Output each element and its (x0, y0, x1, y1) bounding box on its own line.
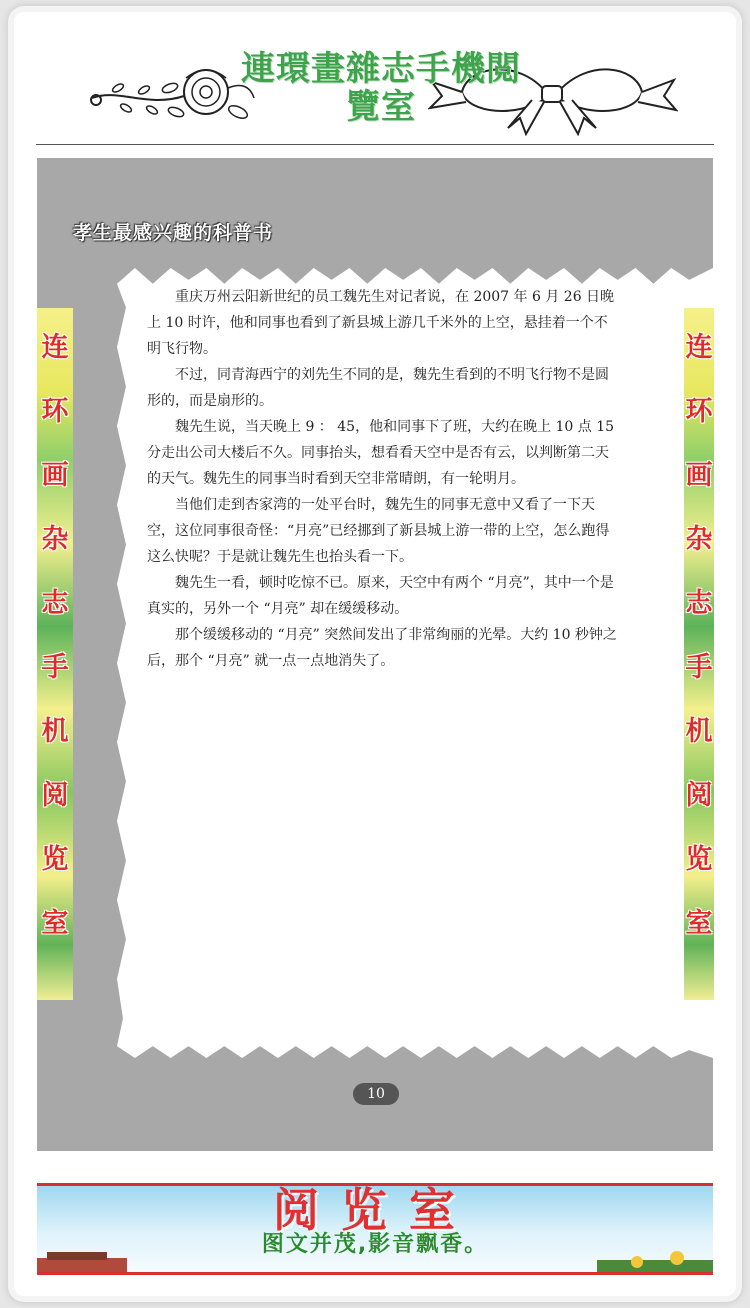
article-paragraph: 当他们走到杏家湾的一处平台时，魏先生的同事无意中又看了一下天空，这位同事很奇怪：“月亮”已经挪到了新县城上游一带的上空，怎么跑得这么快呢？于是就让魏先生也抬头看一下。 (147, 497, 610, 565)
side-banner-char: 志 (41, 588, 69, 619)
side-banner-char: 览 (685, 844, 713, 875)
side-banner-char: 手 (685, 652, 713, 683)
banner-title: 阅览室 (273, 1183, 477, 1237)
header-title-line1: 連環畫雜志手機閲 (241, 49, 521, 89)
side-banner-char: 连 (41, 332, 69, 363)
banner-subtitle: 图文并茂,影音飘香。 (261, 1232, 489, 1257)
side-banner-char: 手 (41, 652, 69, 683)
article-body (147, 284, 619, 674)
side-banner-char: 阅 (685, 780, 713, 811)
side-banner-char: 室 (685, 908, 713, 939)
side-banner-char: 连 (685, 332, 713, 363)
article-paragraph: 那个缓缓移动的 “月亮” 突然间发出了非常绚丽的光晕。大约 10 秒钟之后，那个 “月亮” 就一点一点地消失了。 (147, 627, 617, 669)
page-number-badge: 10 (353, 1083, 399, 1105)
side-banner-char: 杂 (41, 524, 69, 555)
article-paragraph: 不过，同青海西宁的刘先生不同的是，魏先生看到的不明飞行物不是圆形的，而是扇形的。 (147, 367, 609, 409)
side-banner-char: 机 (685, 716, 713, 747)
side-banner-char: 室 (41, 908, 69, 939)
side-banner-char: 画 (41, 460, 69, 491)
side-banner-left (37, 308, 73, 1000)
side-banner-char: 览 (41, 844, 69, 875)
content-panel (37, 158, 713, 1151)
side-banner-char: 机 (41, 716, 69, 747)
header (36, 36, 714, 145)
side-banner-char: 环 (41, 396, 69, 427)
article-paragraph: 魏先生说，当天晚上 9 ： 45，他和同事下了班，大约在晚上 10 点 15 分走出公司大楼后不久。同事抬头，想看看天空中是否有云，以判断第二天的天气。魏先生的同事当时看到天空非常晴朗，有一轮明月。 (147, 419, 615, 487)
side-banner-char: 画 (685, 460, 713, 491)
header-title (196, 50, 566, 126)
side-banner-char: 杂 (685, 524, 713, 555)
side-banner-right (684, 308, 714, 1000)
article-paragraph: 魏先生一看，顿时吃惊不已。原来，天空中有两个 “月亮”，其中一个是真实的，另外一个 “月亮” 却在缓缓移动。 (147, 575, 614, 617)
header-title-line2: 覽室 (346, 87, 416, 127)
banner-scenery-icon (37, 1250, 713, 1272)
bottom-banner (37, 1183, 713, 1275)
side-banner-char: 阅 (41, 780, 69, 811)
side-banner-char: 志 (685, 588, 713, 619)
side-banner-char: 环 (685, 396, 713, 427)
section-title: 孝生最感兴趣的科普书 (73, 222, 274, 244)
article-paragraph: 重庆万州云阳新世纪的员工魏先生对记者说，在 2007 年 6 月 26 日晚上 10 时许，他和同事也看到了新县城上游几千米外的上空，悬挂着一个不明飞行物。 (147, 289, 615, 357)
